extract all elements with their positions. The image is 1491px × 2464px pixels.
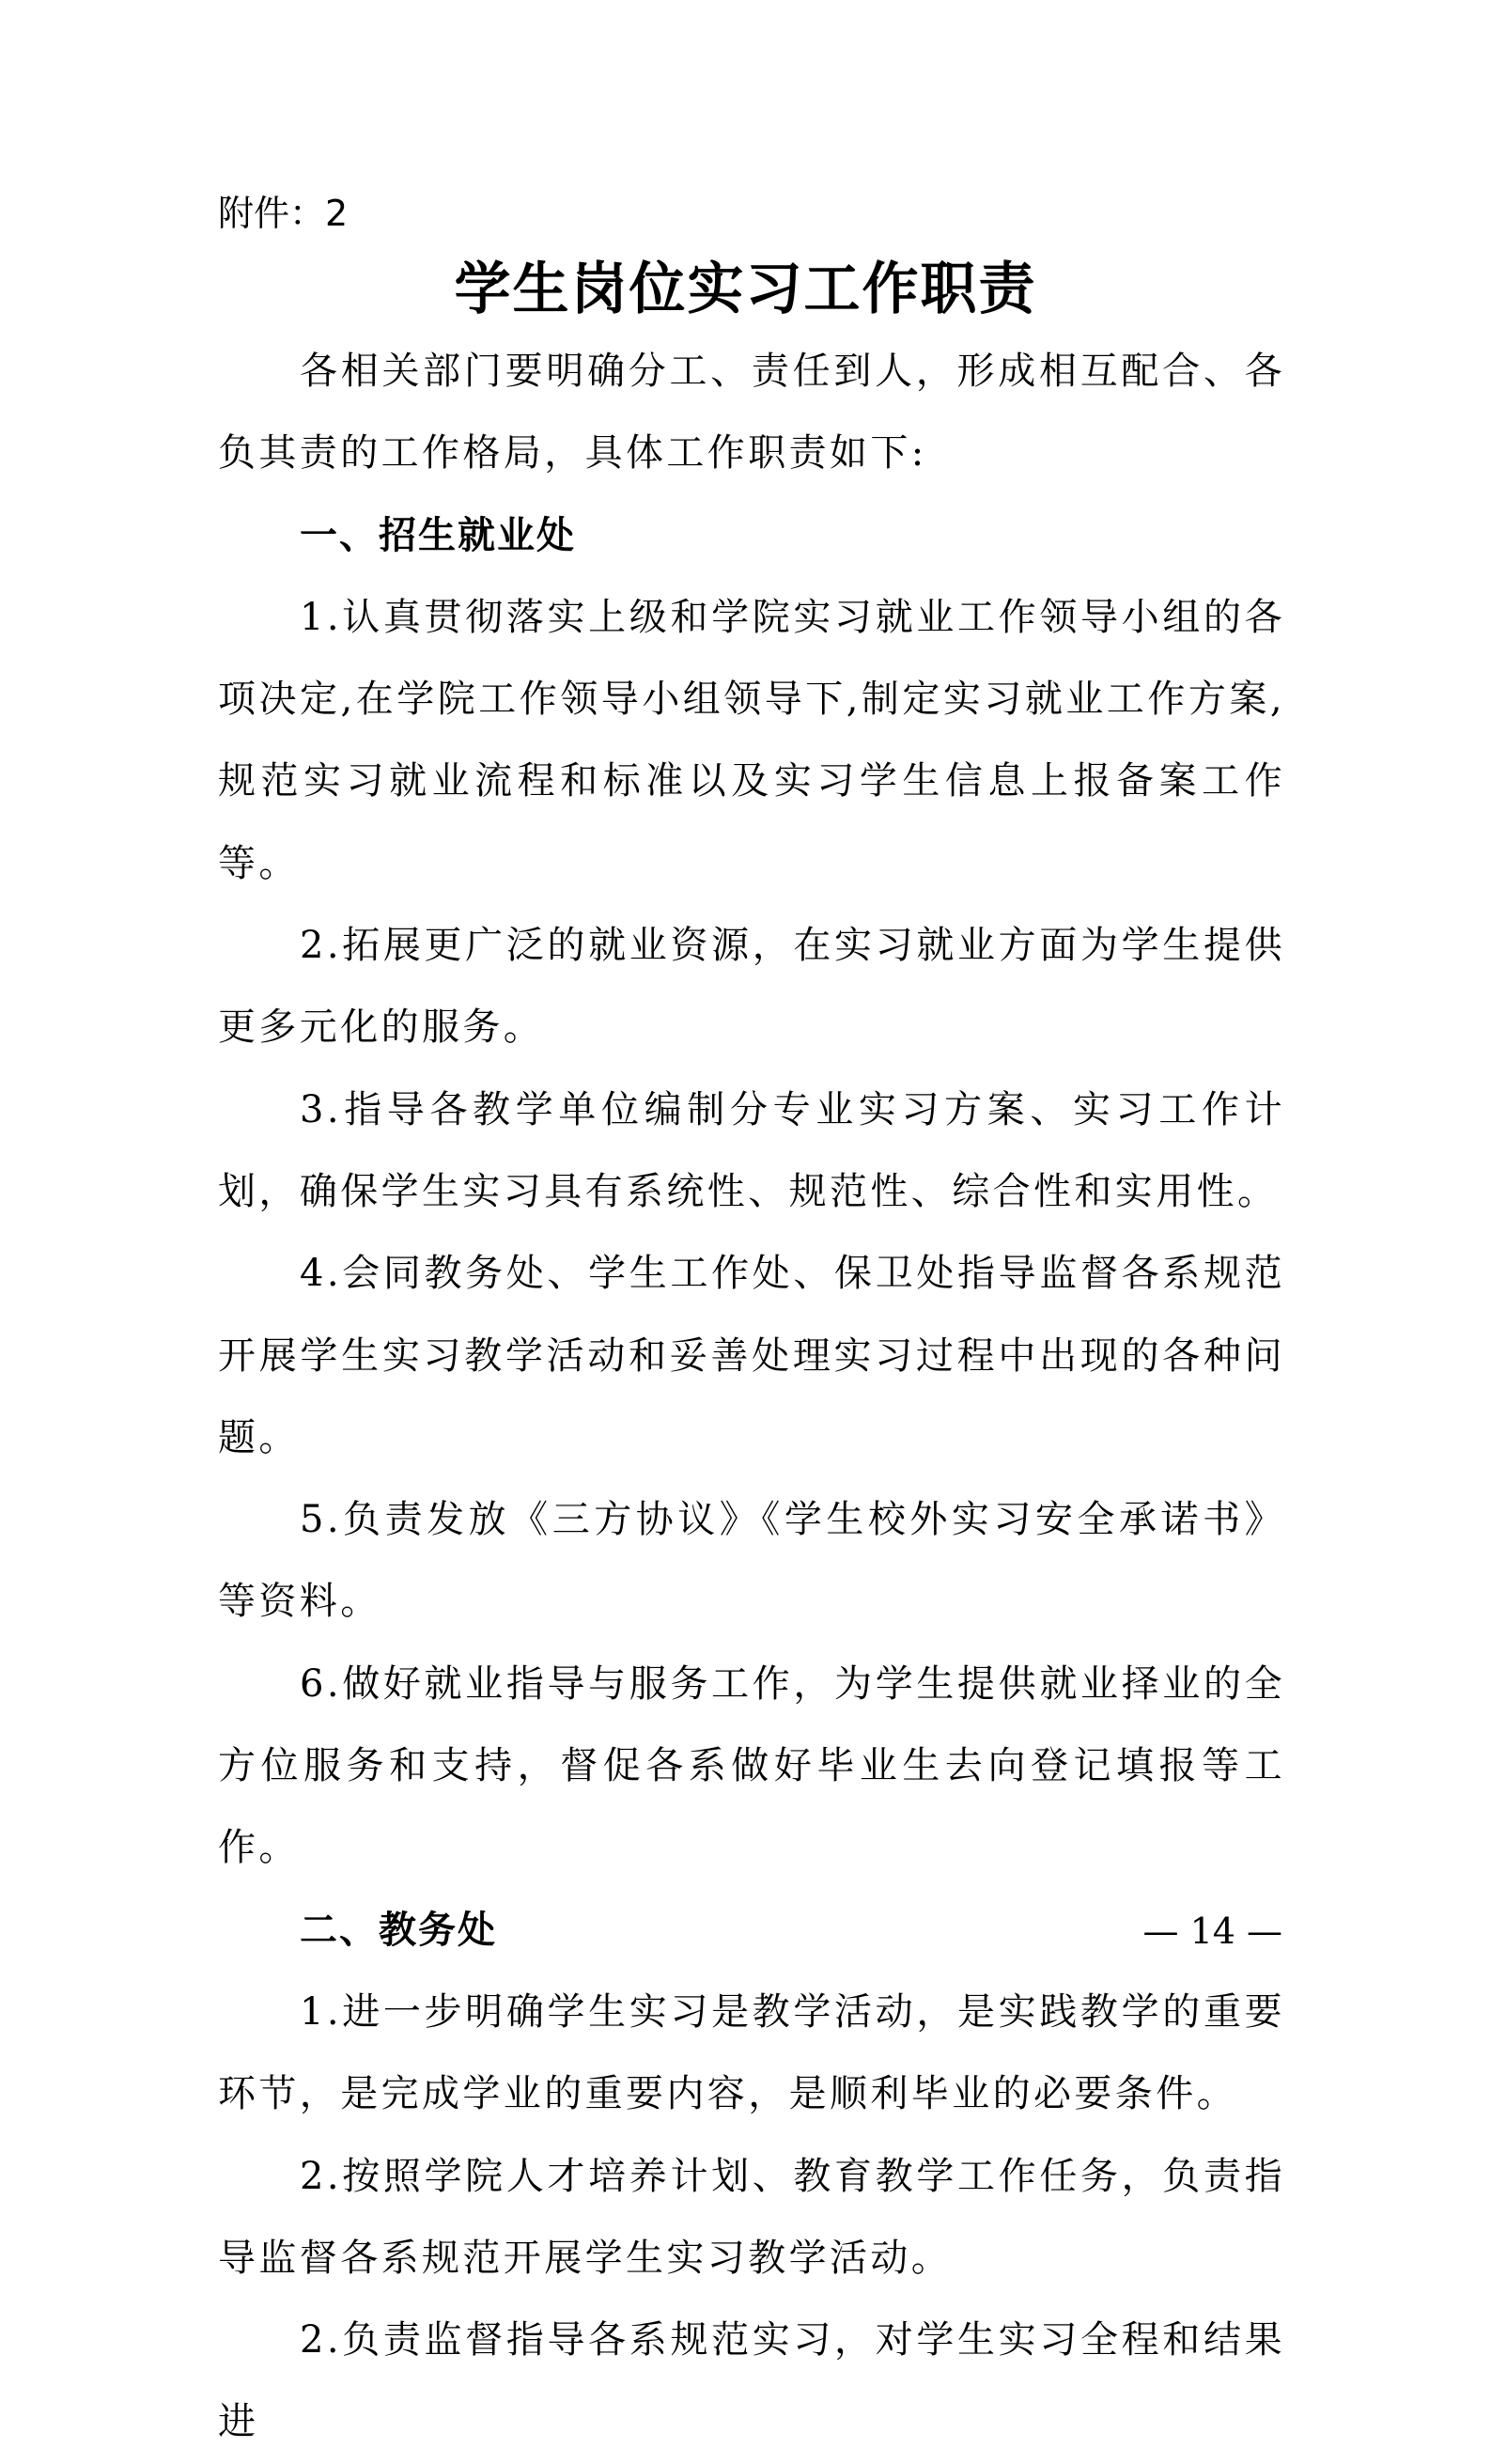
section-heading-admissions: 一、招生就业处 — [300, 513, 576, 557]
section-heading-academic-affairs: 二、教务处 — [300, 1908, 497, 1952]
paragraph: 2.负责监督指导各系规范实习，对学生实习全程和结果进 — [218, 2318, 1285, 2444]
paragraph: 6.做好就业指导与服务工作，为学生提供就业择业的全方位服务和支持，督促各系做好毕业生去向登记填报等工作。 — [218, 1661, 1285, 1870]
paragraph: 4.会同教务处、学生工作处、保卫处指导监督各系规范开展学生实习教学活动和妥善处理实习过程中出现的各种问题。 — [218, 1252, 1285, 1459]
page-number: — 14 — — [1142, 1910, 1282, 1952]
paragraph: 2.拓展更广泛的就业资源，在实习就业方面为学生提供更多元化的服务。 — [218, 924, 1285, 1050]
attachment-label: 附件：2 — [218, 193, 349, 234]
document-title: 学生岗位实习工作职责 — [454, 257, 1037, 322]
intro-paragraph: 各相关部门要明确分工、责任到人，形成相互配合、各负其责的工作格局，具体工作职责如下: — [218, 350, 1285, 476]
paragraph: 1.进一步明确学生实习是教学活动，是实践教学的重要环节，是完成学业的重要内容，是顺利毕业的必要条件。 — [218, 1989, 1285, 2116]
document-body — [218, 331, 1285, 2464]
paragraph: 2.按照学院人才培养计划、教育教学工作任务，负责指导监督各系规范开展学生实习教学活动。 — [218, 2154, 1285, 2280]
paragraph: 3.指导各教学单位编制分专业实习方案、实习工作计划，确保学生实习具有系统性、规范性、综合性和实用性。 — [218, 1087, 1285, 1213]
paragraph: 1.认真贯彻落实上级和学院实习就业工作领导小组的各项决定,在学院工作领导小组领导下,制定实习就业工作方案,规范实习就业流程和标准以及实习学生信息上报备案工作等。 — [218, 595, 1285, 885]
paragraph: 5.负责发放《三方协议》《学生校外实习安全承诺书》等资料。 — [218, 1498, 1285, 1624]
